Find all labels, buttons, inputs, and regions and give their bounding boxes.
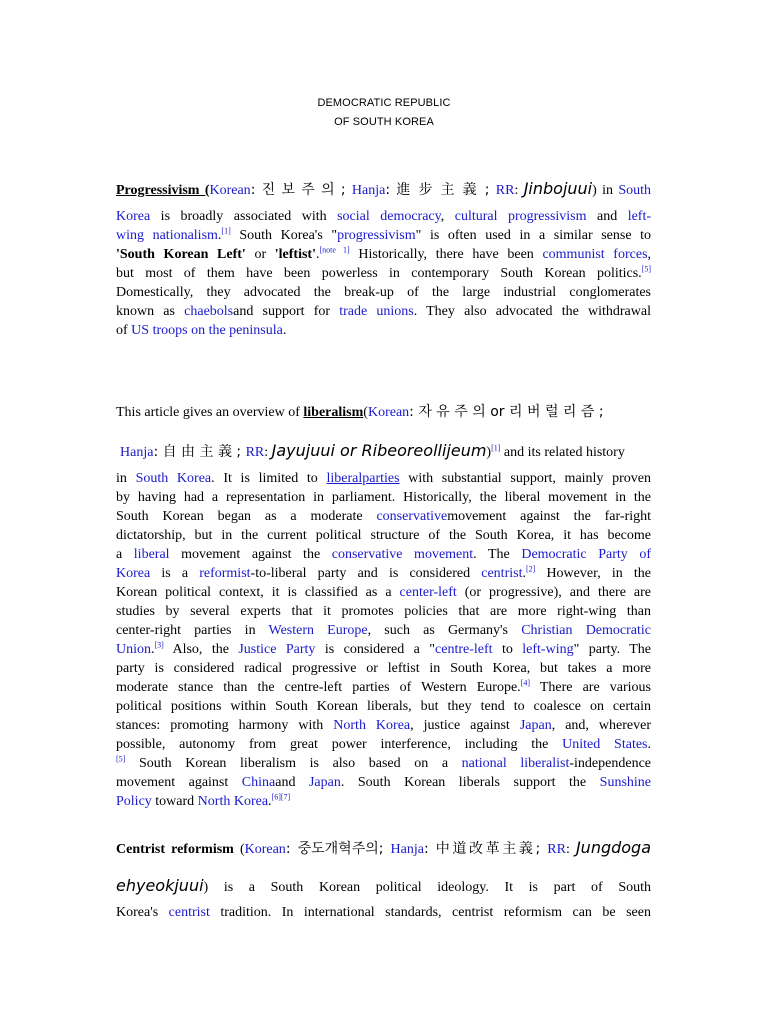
- rr-term: Jayujuui or Ribeoreollijeum: [271, 441, 487, 460]
- text: ) is a South Korean political ideology. It is part of South: [203, 880, 651, 895]
- text: .: [647, 737, 652, 752]
- text: studies by several experts that it promotes policies that are more right-wing than: [116, 604, 651, 619]
- text: (: [233, 842, 245, 857]
- us-troops-link[interactable]: US troops on the peninsula: [131, 323, 283, 338]
- text: known as: [116, 304, 185, 319]
- citation-4[interactable]: [4]: [520, 678, 531, 688]
- wing-nationalism-link[interactable]: wing nationalism: [116, 228, 218, 243]
- progressivism-line-5: [116, 264, 651, 283]
- text: ,: [647, 247, 652, 262]
- text: " is often used in a similar sense to: [415, 228, 652, 243]
- liberalism-line-12: [116, 640, 651, 659]
- text: This article gives an overview of: [116, 405, 304, 420]
- hanja-text: : 自 由 主 義 ;: [153, 444, 246, 460]
- korean-link[interactable]: Korean: [244, 842, 286, 857]
- centrist-line-3: [116, 903, 651, 922]
- sunshine-policy-link[interactable]: Sunshine: [599, 775, 651, 790]
- document-title-line2: OF SOUTH KOREA: [334, 116, 434, 128]
- left-wing-link[interactable]: left-wing: [522, 642, 574, 657]
- citation-1[interactable]: [1]: [491, 443, 501, 453]
- text: , and, wherever: [551, 718, 651, 733]
- rr-link[interactable]: RR: [245, 445, 265, 460]
- text: toward: [151, 794, 198, 809]
- citation-6-7[interactable]: [6][7]: [271, 792, 291, 802]
- hanja-link[interactable]: Hanja: [390, 842, 424, 857]
- text: .: [151, 642, 155, 657]
- text: with substantial support, mainly proven: [399, 471, 651, 486]
- citation-5[interactable]: [5]: [116, 754, 126, 764]
- text: .: [217, 228, 222, 243]
- korean-link[interactable]: Korean: [367, 405, 410, 420]
- liberalism-line-17: [116, 735, 651, 754]
- liberalism-line-15: [116, 697, 651, 716]
- rr-term: Jinbojuui: [523, 179, 593, 198]
- progressivism-line-4: [116, 245, 651, 264]
- korea-link[interactable]: Korea: [116, 209, 151, 224]
- liberalism-line-10: [116, 602, 651, 621]
- text: Korea's: [116, 905, 169, 920]
- text: There are various: [530, 680, 651, 695]
- text: and support for: [233, 304, 340, 319]
- text: . South Korean liberals support the: [340, 775, 600, 790]
- citation-2[interactable]: [2]: [525, 564, 536, 574]
- sunshine-policy-link-2[interactable]: Policy: [116, 794, 152, 809]
- liberalism-line-16: [116, 716, 651, 735]
- progressivism-line-8: [116, 321, 651, 340]
- south-korean-left-text: 'South Korean Left': [116, 247, 246, 262]
- centrist-line-2: [116, 876, 651, 895]
- conservative-link[interactable]: conservative: [376, 509, 448, 524]
- liberalism-line-19: [116, 773, 651, 792]
- paren-open: (: [204, 183, 210, 198]
- progressivism-line-2: [116, 207, 651, 226]
- hanja-text: : 進 步 主 義 ;: [385, 182, 496, 198]
- text: .: [282, 323, 287, 338]
- liberalism-line-11: [116, 621, 651, 640]
- hanja-text: : 中道改革主義;: [423, 841, 548, 857]
- progressivism-line-6: [116, 283, 651, 302]
- rr-text: :: [514, 183, 524, 198]
- citation-5[interactable]: [5]: [641, 264, 651, 274]
- text: in: [116, 471, 136, 486]
- text: by having had a representation in parliament. Historically, the liberal movement in the: [116, 490, 651, 505]
- text: center-right parties in: [116, 623, 269, 638]
- western-europe-link[interactable]: Western Europe: [268, 623, 368, 638]
- text: , such as Germany's: [367, 623, 522, 638]
- korean-text: : 중도개혁주의;: [285, 841, 391, 857]
- note-1[interactable]: [note 1]: [319, 245, 350, 255]
- text: Domestically, they advocated the break-up of the large industrial conglomerates: [116, 285, 651, 300]
- text: and: [586, 209, 628, 224]
- christian-democratic-link[interactable]: Christian Democratic: [521, 623, 651, 638]
- progressivism-heading: Progressivism: [116, 183, 205, 198]
- centre-left-link[interactable]: centre-left: [435, 642, 493, 657]
- text: South Korea's ": [230, 228, 338, 243]
- text: is a: [150, 566, 200, 581]
- text: Historically, there have been: [349, 247, 543, 262]
- korean-text: : 진 보 주 의 ;: [250, 182, 352, 198]
- text: is broadly associated with: [150, 209, 338, 224]
- korean-text: : 자 유 주 의 or 리 버 럴 리 즘 ;: [409, 404, 604, 420]
- text: and: [275, 775, 309, 790]
- text: or: [245, 247, 275, 262]
- citation-3[interactable]: [3]: [154, 640, 164, 650]
- cultural-progressivism-link[interactable]: cultural progressivism: [454, 209, 587, 224]
- left-wing-link[interactable]: left-: [627, 209, 652, 224]
- conservative-movement-link[interactable]: conservative movement: [331, 547, 474, 562]
- liberal-parties-link[interactable]: liberalparties: [326, 471, 400, 486]
- text: movement against the far-right: [447, 509, 652, 524]
- text: to: [492, 642, 523, 657]
- democratic-party-link[interactable]: Democratic Party of: [521, 547, 651, 562]
- text: but most of them have been powerless in contemporary South Korean politics.: [116, 266, 642, 281]
- progressivism-line-3: [116, 226, 651, 245]
- liberalism-line-4: [116, 488, 651, 507]
- north-korea-link-2[interactable]: North Korea: [197, 794, 269, 809]
- text: -to-liberal party and is considered: [250, 566, 482, 581]
- text: dictatorship, but in the current political structure of the South Korea, it has become: [116, 528, 651, 543]
- communist-forces-link[interactable]: communist forces: [542, 247, 648, 262]
- text: Also, the: [163, 642, 239, 657]
- hanja-link[interactable]: Hanja: [351, 183, 386, 198]
- text: movement against the: [169, 547, 332, 562]
- china-link[interactable]: China: [241, 775, 276, 790]
- liberalism-line-7: [116, 545, 651, 564]
- liberalism-line-3: [116, 469, 651, 488]
- liberalism-line-1: [116, 403, 651, 422]
- liberalism-line-18: [116, 754, 651, 773]
- text: and its related history: [500, 445, 625, 460]
- liberalism-line-6: [116, 526, 651, 545]
- south-korea-link[interactable]: South Korea: [135, 471, 212, 486]
- japan-link[interactable]: Japan: [519, 718, 552, 733]
- text: .: [268, 794, 272, 809]
- text: South Korean liberalism is also based on a: [125, 756, 462, 771]
- hanja-link[interactable]: Hanja: [120, 445, 154, 460]
- liberalism-line-14: [116, 678, 651, 697]
- centrist-link[interactable]: centrist: [481, 566, 523, 581]
- text: . They also advocated the withdrawal: [413, 304, 651, 319]
- liberalism-line-2: [120, 441, 651, 460]
- union-link[interactable]: Union: [116, 642, 151, 657]
- chaebols-link[interactable]: chaebols: [184, 304, 234, 319]
- national-liberalist-link[interactable]: national liberalist: [461, 756, 570, 771]
- democratic-party-korea-link[interactable]: Korea: [116, 566, 151, 581]
- rr-text: :: [565, 842, 576, 857]
- text: , justice against: [410, 718, 520, 733]
- citation-1[interactable]: [1]: [221, 226, 231, 236]
- text: of: [116, 323, 132, 338]
- liberalism-line-9: [116, 583, 651, 602]
- centrist-link[interactable]: centrist: [168, 905, 210, 920]
- progressivism-line-1: [116, 179, 651, 198]
- trade-unions-link[interactable]: trade unions: [339, 304, 414, 319]
- rr-term-cont: ehyeokjuui: [116, 876, 204, 895]
- leftist-text: 'leftist': [274, 247, 316, 262]
- liberalism-line-13: [116, 659, 651, 678]
- text: Korean political context, it is classified as a: [116, 585, 400, 600]
- center-left-link[interactable]: center-left: [399, 585, 457, 600]
- text: (or progressive), and there are: [456, 585, 651, 600]
- text: However, in the: [535, 566, 651, 581]
- reformist-link[interactable]: reformist: [199, 566, 251, 581]
- text: .: [522, 566, 526, 581]
- text: " party. The: [573, 642, 652, 657]
- korean-link[interactable]: Korean: [209, 183, 251, 198]
- liberalism-link[interactable]: liberalism: [303, 405, 364, 420]
- text: movement against: [116, 775, 242, 790]
- rr-link[interactable]: RR: [547, 842, 566, 857]
- justice-party-link[interactable]: Justice Party: [238, 642, 316, 657]
- text: tradition. In international standards, centrist reformism can be seen: [209, 905, 651, 920]
- united-states-link[interactable]: United States: [562, 737, 648, 752]
- text: .: [315, 247, 320, 262]
- centrist-heading: Centrist reformism: [116, 842, 234, 857]
- text: ,: [440, 209, 455, 224]
- rr-term: Jungdoga: [575, 838, 652, 857]
- text: (: [363, 405, 368, 420]
- liberalism-line-20: [116, 792, 651, 811]
- south-link[interactable]: South: [618, 183, 652, 198]
- text-in: ) in: [592, 183, 619, 198]
- text: . It is limited to: [211, 471, 327, 486]
- rr-text: :: [264, 445, 272, 460]
- text: South Korean began as a moderate: [116, 509, 377, 524]
- text: moderate stance than the centre-left parties of Western Europe.: [116, 680, 521, 695]
- text: . The: [473, 547, 522, 562]
- text: party is considered radical progressive or leftist in South Korea, but takes a more: [116, 661, 651, 676]
- text: ): [486, 445, 492, 460]
- progressivism-link[interactable]: progressivism: [337, 228, 416, 243]
- text: possible, autonomy from great power interference, including the: [116, 737, 563, 752]
- text: a: [116, 547, 134, 562]
- centrist-line-1: [116, 838, 651, 857]
- japan-link-2[interactable]: Japan: [308, 775, 341, 790]
- liberal-link[interactable]: liberal: [133, 547, 170, 562]
- text: stances: promoting harmony with: [116, 718, 334, 733]
- progressivism-line-7: [116, 302, 651, 321]
- document-title-line1: DEMOCRATIC REPUBLIC: [317, 97, 451, 109]
- liberalism-line-5: [116, 507, 651, 526]
- text: political positions within South Korean liberals, but they tend to coalesce on certain: [116, 699, 651, 714]
- liberalism-line-8: [116, 564, 651, 583]
- rr-link[interactable]: RR: [495, 183, 515, 198]
- text: -independence: [569, 756, 651, 771]
- text: is considered a ": [315, 642, 436, 657]
- north-korea-link[interactable]: North Korea: [333, 718, 411, 733]
- social-democracy-link[interactable]: social democracy: [337, 209, 441, 224]
